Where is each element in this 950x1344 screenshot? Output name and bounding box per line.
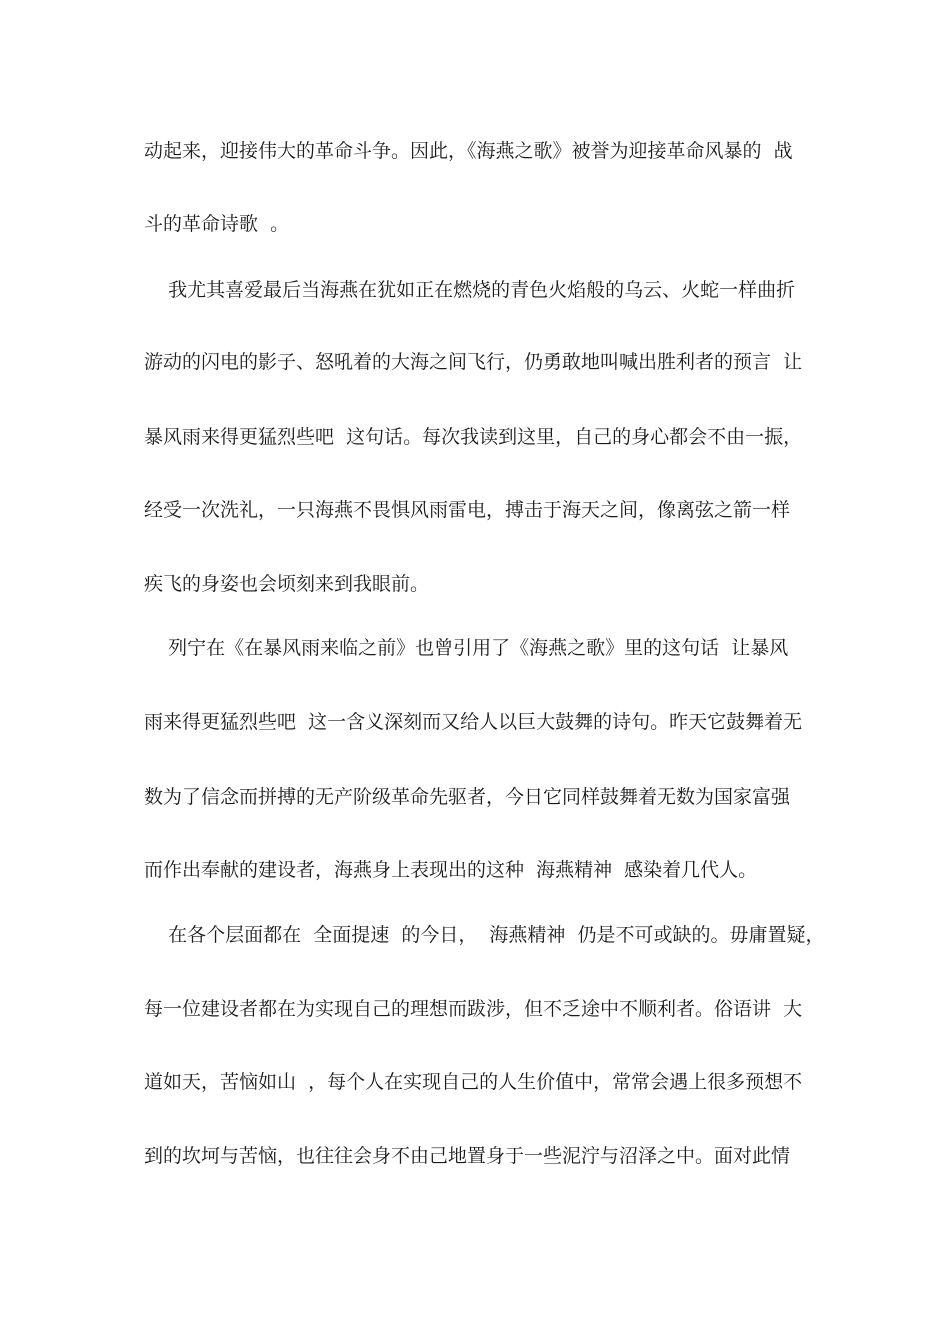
text-line: 到的坎坷与苦恼，也往往会身不由己地置身于一些泥泞与沼泽之中。面对此情 bbox=[144, 1145, 791, 1167]
text-line: 在各个层面都在 全面提速 的今日， 海燕精神 仍是不可或缺的。毋庸置疑， bbox=[144, 924, 825, 946]
text-line: 而作出奉献的建设者，海燕身上表现出的这种 海燕精神 感染着几代人。 bbox=[144, 859, 758, 881]
text-line: 游动的闪电的影子、怒吼着的大海之间飞行，仍勇敢地叫喊出胜利者的预言 让 bbox=[144, 351, 803, 373]
text-line: 我尤其喜爱最后当海燕在犹如正在燃烧的青色火焰般的乌云、火蛇一样曲折 bbox=[144, 279, 796, 301]
text-line: 数为了信念而拼搏的无产阶级革命先驱者，今日它同样鼓舞着无数为国家富强 bbox=[144, 786, 791, 808]
text-line: 每一位建设者都在为实现自己的理想而跋涉，但不乏途中不顺利者。俗语讲 大 bbox=[144, 998, 803, 1020]
text-line: 列宁在《在暴风雨来临之前》也曾引用了《海燕之歌》里的这句话 让暴风 bbox=[144, 637, 789, 659]
text-line: 暴风雨来得更猛烈些吧 这句话。每次我读到这里，自己的身心都会不由一振， bbox=[144, 426, 803, 448]
text-line: 疾飞的身姿也会顷刻来到我眼前。 bbox=[144, 573, 430, 595]
text-line: 动起来，迎接伟大的革命斗争。因此，《海燕之歌》被誉为迎接革命风暴的 战 bbox=[144, 140, 793, 162]
text-line: 雨来得更猛烈些吧 这一含义深刻而又给人以巨大鼓舞的诗句。昨天它鼓舞着无 bbox=[144, 711, 803, 733]
text-line: 经受一次洗礼，一只海燕不畏惧风雨雷电，搏击于海天之间，像离弦之箭一样 bbox=[144, 499, 791, 521]
text-line: 道如天，苦恼如山 ，每个人在实现自己的人生价值中，常常会遇上很多预想不 bbox=[144, 1071, 803, 1093]
text-line: 斗的革命诗歌 。 bbox=[144, 213, 290, 235]
